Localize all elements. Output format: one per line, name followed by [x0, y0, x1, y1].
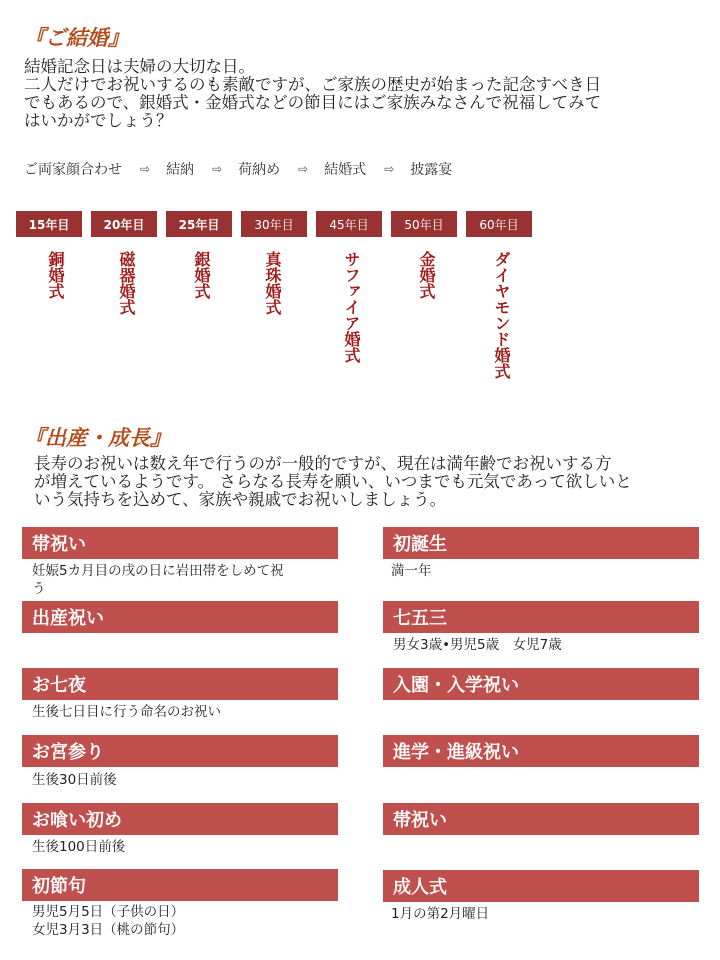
celebration-desc-line: 1月の第2月曜日 [391, 906, 490, 922]
wedding-intro-line: 結婚記念日は夫婦の大切な日。 [24, 57, 255, 76]
anniversary-name: 銅婚式 [46, 251, 65, 299]
anniversary-name: 銀婚式 [192, 251, 211, 299]
anniversary-name: サファイア婚式 [342, 251, 361, 363]
anniversary-year: 50年目 [391, 211, 457, 237]
anniversary-year: 15年目 [16, 211, 82, 237]
anniversary-year: 60年目 [466, 211, 532, 237]
growth-title: 『出産・成長』 [24, 425, 171, 450]
celebration-desc-line: 女児3月3日（桃の節句） [32, 922, 185, 938]
celebration-bar: 出産祝い [22, 601, 338, 633]
celebration-bar: 入園・入学祝い [383, 668, 699, 700]
flow-step: 結納 [166, 162, 195, 178]
wedding-title: 『ご結婚』 [24, 25, 129, 50]
celebration-bar: 初誕生 [383, 527, 699, 559]
anniversary-name: 磁器婚式 [117, 251, 136, 315]
celebration-bar: 帯祝い [383, 803, 699, 835]
arrow-right-icon: ⇨ [140, 162, 151, 176]
flow-step: 披露宴 [410, 162, 453, 178]
celebration-bar: 初節句 [22, 869, 338, 901]
growth-intro-line: が増えているようです。 さらなる長寿を願い、いつまでも元気であって欲しいと [34, 472, 632, 491]
celebration-desc [391, 905, 691, 923]
anniversary-year: 20年目 [91, 211, 157, 237]
celebration-desc [32, 771, 332, 789]
flow-step: 荷納め [238, 162, 281, 178]
wedding-intro [24, 58, 704, 130]
wedding-flow [24, 159, 452, 179]
anniversary-year: 25年目 [166, 211, 232, 237]
wedding-intro-line: はいかがでしょう？ [24, 111, 173, 130]
celebration-desc-line: う [32, 581, 46, 597]
celebration-desc [32, 703, 332, 721]
arrow-right-icon: ⇨ [212, 162, 223, 176]
celebration-desc-line: 妊娠5カ月目の戌の日に岩田帯をしめて祝 [32, 563, 284, 579]
anniversary-name: ダイヤモンド婚式 [492, 251, 511, 379]
wedding-intro-line: 二人だけでお祝いするのも素敵ですが、ご家族の歴史が始まった記念すべき日 [24, 75, 602, 94]
celebration-desc-line: 満一年 [391, 563, 432, 579]
celebration-desc [32, 562, 332, 598]
celebration-bar: お宮参り [22, 735, 338, 767]
celebration-desc-line: 生後100日前後 [32, 839, 126, 855]
anniversary-year: 30年目 [241, 211, 307, 237]
celebration-desc [32, 903, 332, 939]
celebration-bar: お喰い初め [22, 803, 338, 835]
celebration-bar: 進学・進級祝い [383, 735, 699, 767]
arrow-right-icon: ⇨ [384, 162, 395, 176]
celebration-desc [391, 562, 691, 580]
celebration-bar: 成人式 [383, 870, 699, 902]
anniversary-year: 45年目 [316, 211, 382, 237]
growth-intro-line: いう気持ちを込めて、家族や親戚でお祝いしましょう。 [34, 490, 447, 509]
wedding-intro-line: でもあるので、銀婚式・金婚式などの節目にはご家族みなさんで祝福してみて [24, 93, 602, 112]
celebration-bar: 帯祝い [22, 527, 338, 559]
anniversary-name: 金婚式 [417, 251, 436, 299]
celebration-desc [393, 636, 693, 654]
celebration-desc-line: 男児5月5日（子供の日） [32, 904, 185, 920]
celebration-desc-line: 男女3歳•男児5歳 女児7歳 [393, 637, 562, 653]
flow-step: 結婚式 [324, 162, 367, 178]
flow-step: ご両家顔合わせ [24, 162, 122, 178]
celebration-desc [32, 838, 332, 856]
celebration-desc-line: 生後七日目に行う命名のお祝い [32, 704, 221, 720]
celebration-desc-line: 生後30日前後 [32, 772, 117, 788]
celebration-bar: 七五三 [383, 601, 699, 633]
anniversary-name: 真珠婚式 [263, 251, 282, 315]
growth-intro [34, 455, 714, 509]
arrow-right-icon: ⇨ [298, 162, 309, 176]
celebration-bar: お七夜 [22, 668, 338, 700]
growth-intro-line: 長寿のお祝いは数え年で行うのが一般的ですが、現在は満年齢でお祝いする方 [34, 454, 612, 473]
